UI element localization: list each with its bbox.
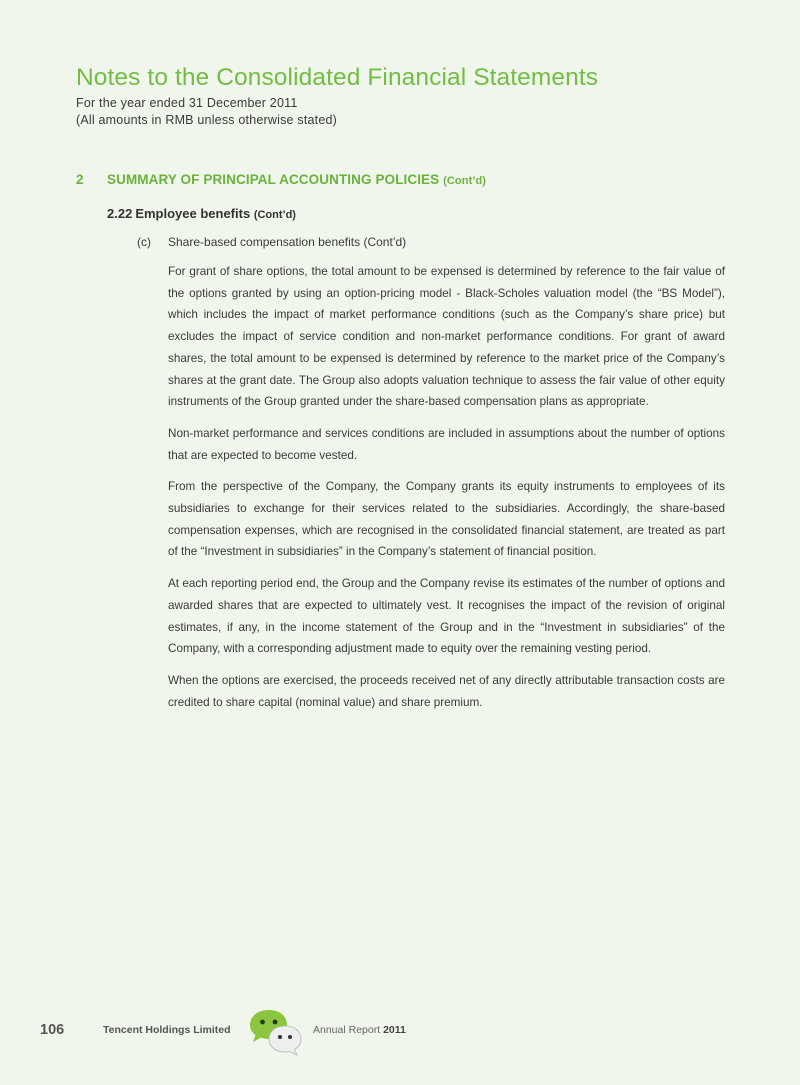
paragraph: When the options are exercised, the proceeds received net of any directly attributable transaction costs are credited to share capital (nominal value) and share premium. [168, 673, 725, 709]
subsection-heading [107, 206, 296, 221]
paragraph: From the perspective of the Company, the Company grants its equity instruments to employees of its subsidiaries to exchange for their services related to the subsidiaries. Accordingly, the share-based compensation expenses, which are recognised in the consolidated financial statement, are treated as part of the “Investment in subsidiaries” in the Company’s statement of financial position. [168, 480, 725, 559]
item-title: Share-based compensation benefits (Cont’d) [168, 235, 407, 249]
currency-note: (All amounts in RMB unless otherwise stated) [76, 113, 337, 127]
subsection-number: 2.22 [107, 206, 133, 221]
section-contd-label: (Cont’d) [443, 175, 487, 187]
wechat-chat-bubbles-icon [246, 1008, 310, 1056]
page-header [76, 62, 726, 128]
section-number: 2 [76, 172, 84, 187]
report-label-text: Annual Report [313, 1024, 381, 1036]
paragraph: For grant of share options, the total amount to be expensed is determined by reference to the fair value of the options granted by using an option-pricing model - Black-Scholes valuation model (the “BS Model”), which includes the impact of market performance conditions (such as the Company’s share price) but excludes the impact of service condition and non-market performance conditions. For grant of award shares, the total amount to be expensed is determined by reference to the market price of the Company’s shares at the grant date. The Group also adopts valuation technique to assess the fair value of other equity instruments of the Group granted under the share-based compensation plans as appropriate. [168, 265, 725, 409]
item-marker: (c) [137, 235, 151, 249]
period-subtitle: For the year ended 31 December 2011 [76, 96, 298, 110]
paragraph: Non-market performance and services conditions are included in assumptions about the number of options that are expected to become vested. [168, 426, 725, 462]
report-label [313, 1024, 406, 1036]
subsection-title: Employee benefits [135, 206, 251, 221]
section-heading [76, 172, 486, 187]
section-title: SUMMARY OF PRINCIPAL ACCOUNTING POLICIES [107, 172, 440, 187]
report-year: 2011 [383, 1024, 406, 1036]
page-title: Notes to the Consolidated Financial Statements [76, 64, 599, 91]
company-name: Tencent Holdings Limited [103, 1024, 231, 1036]
subsection-contd-label: (Cont’d) [253, 209, 296, 221]
page-footer [40, 1008, 460, 1058]
item-heading [137, 235, 406, 249]
paragraph: At each reporting period end, the Group and the Company revise its estimates of the number of options and awarded shares that are expected to ultimately vest. It recognises the impact of the revision of original estimates, if any, in the income statement of the Group and in the “Investment in subsidiaries” of the Company, with a corresponding adjustment made to equity over the remaining vesting period. [168, 577, 725, 656]
page-number: 106 [40, 1022, 65, 1038]
body-text [168, 261, 725, 723]
